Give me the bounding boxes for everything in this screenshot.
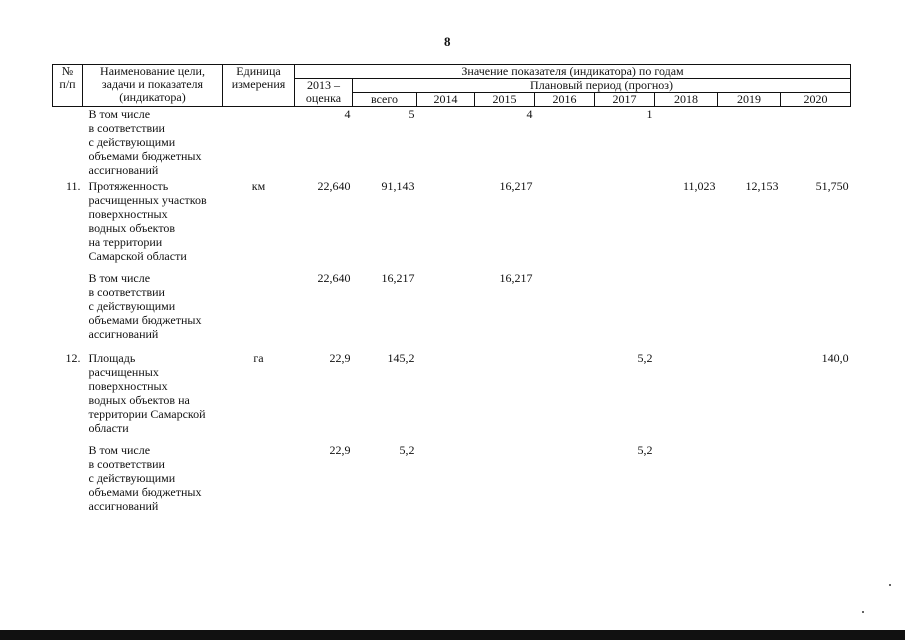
plan-total-cell: 5,2 [399,442,415,457]
indicator-name-line: В том числе [88,107,151,121]
indicator-name-line: Площадь [88,350,136,365]
indicator-name-line: объемами бюджетных [88,484,202,499]
year-2015-cell [475,443,535,513]
year-2018-cell [655,443,718,513]
indicator-name-line: с действующими [88,298,176,313]
year-2018-cell [655,107,718,179]
table-body [53,107,851,513]
header-year-2019: 2019 [718,93,781,107]
year-2014-cell [417,443,475,513]
indicator-name [83,443,223,513]
scan-speck [889,584,891,586]
year-2018-cell [655,351,718,443]
indicator-name-line: расчищенных [88,364,159,379]
indicator-name-line: области [88,420,129,435]
header-plan-group: Плановый период (прогноз) [353,79,851,93]
indicator-name-line: с действующими [88,470,176,485]
year-2014-cell [417,351,475,443]
indicator-name-line: ассигнований [88,163,159,177]
row-number [53,271,83,351]
indicator-name-line: расчищенных участков [88,192,207,207]
table-row [53,179,851,271]
year-2017-cell: 1 [646,107,653,121]
estimate-2013-cell: 4 [344,107,351,121]
header-year-2015: 2015 [475,93,535,107]
header-year-2016: 2016 [535,93,595,107]
year-2019-cell [718,351,781,443]
row-number [53,107,83,179]
year-2014-cell [417,107,475,179]
year-2017-cell: 5,2 [637,442,653,457]
unit-cell [223,107,295,179]
table-row [53,443,851,513]
unit-cell [223,271,295,351]
estimate-2013-cell: 22,9 [329,442,351,457]
indicator-name-line: в соответствии [88,456,165,471]
indicator-name [83,107,223,179]
indicator-name-line: объемами бюджетных [88,312,202,327]
indicator-name-line: территории Самарской [88,406,206,421]
year-2018-cell: 11,023 [682,178,716,193]
year-2020-cell: 140,0 [821,350,849,365]
indicator-name-line: поверхностных [88,206,168,221]
indicator-name [83,179,223,271]
header-values-group: Значение показателя (индикатора) по годам [295,65,851,79]
year-2014-cell [417,271,475,351]
indicator-name [83,351,223,443]
indicator-name-line: Протяженность [88,178,169,193]
indicator-name-line: В том числе [88,270,151,285]
year-2016-cell [535,351,595,443]
table-row [53,271,851,351]
scan-bottom-edge [0,630,905,640]
indicator-name-line: в соответствии [88,284,165,299]
year-2017-cell: 5,2 [637,350,653,365]
year-2020-cell: 51,750 [815,178,849,193]
year-2015-cell: 16,217 [499,270,533,285]
indicator-name-line: на территории [88,234,163,249]
year-2019-cell: 12,153 [745,178,779,193]
year-2020-cell [781,271,851,351]
indicator-name-line: поверхностных [88,378,168,393]
year-2015-cell [475,351,535,443]
indicator-name-line: объемами бюджетных [88,149,202,163]
scan-speck [862,611,864,613]
header-year-2020: 2020 [781,93,851,107]
table-row [53,107,851,179]
year-2016-cell [535,107,595,179]
year-2019-cell [718,107,781,179]
year-2017-cell [595,179,655,271]
estimate-2013-cell: 22,9 [329,350,351,365]
indicator-name-line: водных объектов [88,220,176,235]
year-2017-cell [595,271,655,351]
estimate-2013-cell: 22,640 [317,270,351,285]
plan-total-cell: 16,217 [381,270,415,285]
header-no: № п/п [53,65,83,107]
header-year-2014: 2014 [417,93,475,107]
indicator-name-line: с действующими [88,135,176,149]
plan-total-cell: 5 [408,107,415,121]
indicator-name [83,271,223,351]
header-unit: Единица измерения [223,65,295,107]
year-2015-cell: 4 [526,107,533,121]
header-name: Наименование цели, задачи и показателя (индикатора) [83,65,223,107]
table-row [53,351,851,443]
year-2016-cell [535,179,595,271]
year-2019-cell [718,271,781,351]
year-2015-cell: 16,217 [499,178,533,193]
unit-cell: км [251,178,266,193]
indicator-name-line: ассигнований [88,326,159,341]
indicator-name-line: в соответствии [88,121,165,135]
year-2016-cell [535,271,595,351]
page-number: 8 [444,34,451,49]
header-year-2018: 2018 [655,93,718,107]
table-header [53,65,851,107]
year-2014-cell [417,179,475,271]
estimate-2013-cell: 22,640 [317,178,351,193]
indicator-name-line: В том числе [88,442,151,457]
year-2016-cell [535,443,595,513]
plan-total-cell: 91,143 [381,178,415,193]
year-2020-cell [781,443,851,513]
row-number: 12. [65,350,81,365]
indicator-name-line: ассигнований [88,498,159,513]
indicator-table [52,64,851,513]
indicator-name-line: Самарской области [88,248,187,263]
year-2018-cell [655,271,718,351]
plan-total-cell: 145,2 [387,350,415,365]
header-total: всего [353,93,417,107]
year-2019-cell [718,443,781,513]
header-year-2017: 2017 [595,93,655,107]
row-number: 11. [65,178,81,193]
row-number [53,443,83,513]
unit-cell: га [253,350,264,365]
indicator-name-line: водных объектов на [88,392,190,407]
header-estimate: 2013 – оценка [295,79,353,107]
year-2020-cell [781,107,851,179]
unit-cell [223,443,295,513]
